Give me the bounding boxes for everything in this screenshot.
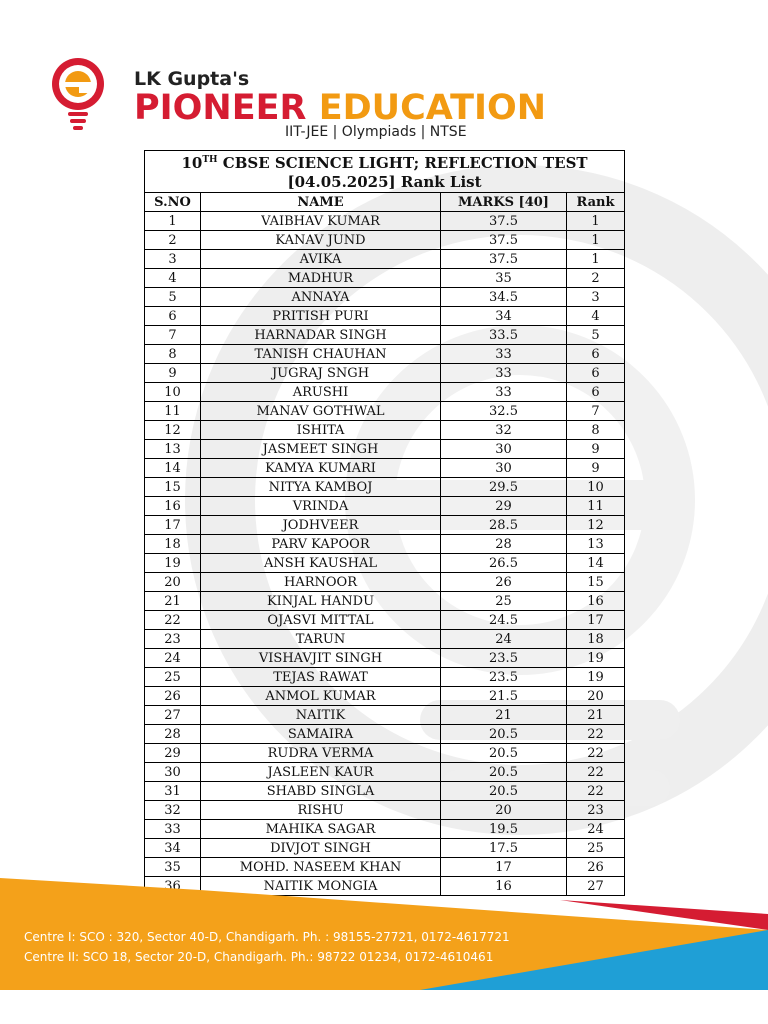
table-row [145, 706, 625, 725]
cell-rank: 20 [567, 687, 625, 706]
table-row [145, 250, 625, 269]
cell-marks: 25 [441, 592, 567, 611]
cell-name: MOHD. NASEEM KHAN [201, 858, 441, 877]
table-row [145, 421, 625, 440]
cell-marks: 24 [441, 630, 567, 649]
cell-marks: 33.5 [441, 326, 567, 345]
cell-rank: 1 [567, 231, 625, 250]
table-row [145, 535, 625, 554]
brand-small-text: LK Gupta's [134, 68, 250, 90]
title-class-number: 10 [181, 154, 203, 172]
table-row [145, 497, 625, 516]
cell-rank: 8 [567, 421, 625, 440]
cell-rank: 6 [567, 383, 625, 402]
cell-rank: 2 [567, 269, 625, 288]
cell-rank: 3 [567, 288, 625, 307]
cell-rank: 27 [567, 877, 625, 896]
table-row [145, 668, 625, 687]
cell-marks: 32 [441, 421, 567, 440]
cell-name: PARV KAPOOR [201, 535, 441, 554]
brand-name-main: PIONEER [134, 88, 319, 128]
cell-sno: 36 [145, 877, 201, 896]
header-row [145, 193, 625, 212]
cell-sno: 18 [145, 535, 201, 554]
cell-name: JODHVEER [201, 516, 441, 535]
table-row [145, 820, 625, 839]
cell-marks: 26 [441, 573, 567, 592]
cell-marks: 33 [441, 364, 567, 383]
rank-list-table [144, 150, 625, 896]
table-row [145, 763, 625, 782]
cell-sno: 17 [145, 516, 201, 535]
table-row [145, 288, 625, 307]
cell-rank: 9 [567, 440, 625, 459]
cell-name: RISHU [201, 801, 441, 820]
cell-rank: 24 [567, 820, 625, 839]
title-row [145, 151, 625, 193]
cell-sno: 34 [145, 839, 201, 858]
cell-rank: 22 [567, 744, 625, 763]
cell-rank: 25 [567, 839, 625, 858]
cell-rank: 17 [567, 611, 625, 630]
cell-marks: 23.5 [441, 668, 567, 687]
cell-sno: 1 [145, 212, 201, 231]
cell-rank: 4 [567, 307, 625, 326]
cell-name: MANAV GOTHWAL [201, 402, 441, 421]
cell-rank: 23 [567, 801, 625, 820]
cell-sno: 29 [145, 744, 201, 763]
cell-rank: 15 [567, 573, 625, 592]
cell-sno: 30 [145, 763, 201, 782]
table-row [145, 345, 625, 364]
cell-sno: 8 [145, 345, 201, 364]
cell-sno: 4 [145, 269, 201, 288]
cell-name: VRINDA [201, 497, 441, 516]
cell-name: PRITISH PURI [201, 307, 441, 326]
cell-rank: 21 [567, 706, 625, 725]
brand-name [134, 88, 546, 128]
col-header-rank: Rank [567, 193, 625, 212]
cell-rank: 7 [567, 402, 625, 421]
cell-name: JASLEEN KAUR [201, 763, 441, 782]
cell-marks: 26.5 [441, 554, 567, 573]
cell-sno: 25 [145, 668, 201, 687]
brand-name-accent: EDUCATION [318, 88, 547, 128]
cell-sno: 21 [145, 592, 201, 611]
cell-name: TANISH CHAUHAN [201, 345, 441, 364]
cell-rank: 10 [567, 478, 625, 497]
cell-sno: 3 [145, 250, 201, 269]
cell-marks: 21.5 [441, 687, 567, 706]
cell-name: SHABD SINGLA [201, 782, 441, 801]
cell-marks: 33 [441, 383, 567, 402]
cell-rank: 9 [567, 459, 625, 478]
centre-1-address: Centre I: SCO : 320, Sector 40-D, Chandigarh. Ph. : 98155-27721, 0172-4617721 [24, 930, 510, 944]
cell-marks: 34 [441, 307, 567, 326]
cell-rank: 22 [567, 782, 625, 801]
table-row [145, 212, 625, 231]
cell-rank: 19 [567, 668, 625, 687]
cell-name: NAITIK MONGIA [201, 877, 441, 896]
cell-sno: 20 [145, 573, 201, 592]
cell-marks: 21 [441, 706, 567, 725]
centre-2-address: Centre II: SCO 18, Sector 20-D, Chandigarh. Ph.: 98722 01234, 0172-4610461 [24, 950, 494, 964]
cell-name: OJASVI MITTAL [201, 611, 441, 630]
cell-marks: 24.5 [441, 611, 567, 630]
table-row [145, 592, 625, 611]
cell-rank: 14 [567, 554, 625, 573]
cell-sno: 2 [145, 231, 201, 250]
cell-rank: 6 [567, 345, 625, 364]
cell-name: TEJAS RAWAT [201, 668, 441, 687]
cell-name: KANAV JUND [201, 231, 441, 250]
col-header-marks: MARKS [40] [441, 193, 567, 212]
title-class-sup: TH [202, 155, 218, 165]
cell-sno: 33 [145, 820, 201, 839]
table-row [145, 611, 625, 630]
table-row [145, 782, 625, 801]
table-row [145, 440, 625, 459]
cell-rank: 5 [567, 326, 625, 345]
cell-sno: 7 [145, 326, 201, 345]
cell-marks: 34.5 [441, 288, 567, 307]
cell-marks: 20.5 [441, 744, 567, 763]
cell-marks: 20.5 [441, 763, 567, 782]
cell-marks: 19.5 [441, 820, 567, 839]
cell-name: VISHAVJIT SINGH [201, 649, 441, 668]
cell-rank: 18 [567, 630, 625, 649]
table-row [145, 839, 625, 858]
table-row [145, 231, 625, 250]
cell-marks: 33 [441, 345, 567, 364]
table-row [145, 554, 625, 573]
cell-name: KAMYA KUMARI [201, 459, 441, 478]
cell-sno: 9 [145, 364, 201, 383]
cell-marks: 28.5 [441, 516, 567, 535]
table-row [145, 649, 625, 668]
cell-sno: 6 [145, 307, 201, 326]
table-title [145, 151, 625, 193]
cell-name: VAIBHAV KUMAR [201, 212, 441, 231]
table-row [145, 744, 625, 763]
table-row [145, 326, 625, 345]
cell-name: HARNADAR SINGH [201, 326, 441, 345]
cell-name: ARUSHI [201, 383, 441, 402]
table-row [145, 573, 625, 592]
cell-sno: 13 [145, 440, 201, 459]
cell-sno: 5 [145, 288, 201, 307]
cell-sno: 28 [145, 725, 201, 744]
table-row [145, 801, 625, 820]
cell-name: ANMOL KUMAR [201, 687, 441, 706]
cell-marks: 29.5 [441, 478, 567, 497]
cell-name: MADHUR [201, 269, 441, 288]
cell-marks: 29 [441, 497, 567, 516]
table-row [145, 516, 625, 535]
table-row [145, 630, 625, 649]
cell-name: JUGRAJ SNGH [201, 364, 441, 383]
cell-sno: 24 [145, 649, 201, 668]
col-header-sno: S.NO [145, 193, 201, 212]
cell-rank: 26 [567, 858, 625, 877]
cell-sno: 27 [145, 706, 201, 725]
table-row [145, 402, 625, 421]
cell-sno: 10 [145, 383, 201, 402]
cell-name: TARUN [201, 630, 441, 649]
cell-sno: 35 [145, 858, 201, 877]
cell-sno: 23 [145, 630, 201, 649]
cell-rank: 19 [567, 649, 625, 668]
cell-marks: 16 [441, 877, 567, 896]
cell-name: DIVJOT SINGH [201, 839, 441, 858]
cell-sno: 16 [145, 497, 201, 516]
cell-sno: 22 [145, 611, 201, 630]
table-row [145, 364, 625, 383]
title-line1: CBSE SCIENCE LIGHT; REFLECTION TEST [217, 154, 588, 172]
cell-marks: 20 [441, 801, 567, 820]
cell-rank: 22 [567, 763, 625, 782]
cell-name: MAHIKA SAGAR [201, 820, 441, 839]
cell-rank: 1 [567, 212, 625, 231]
cell-name: RUDRA VERMA [201, 744, 441, 763]
cell-marks: 28 [441, 535, 567, 554]
cell-name: AVIKA [201, 250, 441, 269]
cell-marks: 37.5 [441, 212, 567, 231]
cell-name: SAMAIRA [201, 725, 441, 744]
cell-name: ANSH KAUSHAL [201, 554, 441, 573]
cell-marks: 20.5 [441, 782, 567, 801]
cell-marks: 23.5 [441, 649, 567, 668]
cell-marks: 37.5 [441, 231, 567, 250]
table-row [145, 687, 625, 706]
table-row [145, 307, 625, 326]
cell-marks: 32.5 [441, 402, 567, 421]
title-line2: [04.05.2025] Rank List [287, 173, 482, 191]
cell-marks: 30 [441, 459, 567, 478]
cell-sno: 15 [145, 478, 201, 497]
cell-rank: 6 [567, 364, 625, 383]
cell-rank: 22 [567, 725, 625, 744]
cell-rank: 12 [567, 516, 625, 535]
cell-sno: 12 [145, 421, 201, 440]
brand-tagline: IIT-JEE | Olympiads | NTSE [285, 124, 467, 140]
cell-sno: 32 [145, 801, 201, 820]
cell-sno: 11 [145, 402, 201, 421]
table-row [145, 478, 625, 497]
cell-marks: 17 [441, 858, 567, 877]
table-row [145, 383, 625, 402]
cell-rank: 16 [567, 592, 625, 611]
table-row [145, 269, 625, 288]
cell-rank: 13 [567, 535, 625, 554]
cell-sno: 31 [145, 782, 201, 801]
cell-sno: 14 [145, 459, 201, 478]
cell-name: KINJAL HANDU [201, 592, 441, 611]
cell-rank: 1 [567, 250, 625, 269]
cell-sno: 19 [145, 554, 201, 573]
cell-rank: 11 [567, 497, 625, 516]
footer [0, 870, 768, 990]
cell-marks: 35 [441, 269, 567, 288]
cell-marks: 37.5 [441, 250, 567, 269]
cell-marks: 20.5 [441, 725, 567, 744]
cell-name: NAITIK [201, 706, 441, 725]
table-row [145, 725, 625, 744]
table-body [145, 212, 625, 896]
table-row [145, 459, 625, 478]
cell-name: ANNAYA [201, 288, 441, 307]
cell-name: NITYA KAMBOJ [201, 478, 441, 497]
cell-name: JASMEET SINGH [201, 440, 441, 459]
cell-marks: 30 [441, 440, 567, 459]
cell-sno: 26 [145, 687, 201, 706]
brand-header [50, 50, 547, 145]
col-header-name: NAME [201, 193, 441, 212]
cell-marks: 17.5 [441, 839, 567, 858]
bulb-logo-icon [50, 50, 130, 136]
cell-name: ISHITA [201, 421, 441, 440]
cell-name: HARNOOR [201, 573, 441, 592]
